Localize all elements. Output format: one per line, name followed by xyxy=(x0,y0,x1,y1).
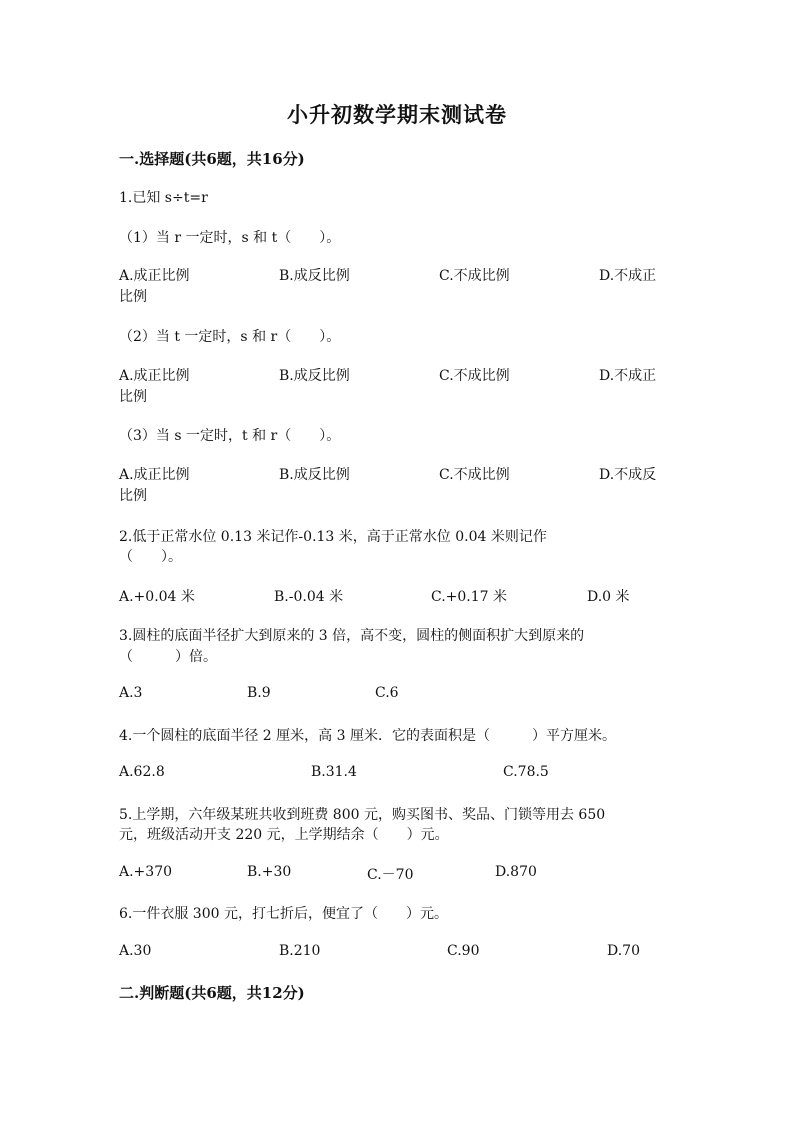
section-heading-choice: 一.选择题(共6题，共16分) xyxy=(119,150,305,168)
q1-sub2-option-a[interactable]: A.成正比例 xyxy=(119,368,190,384)
q2-option-a[interactable]: A.+0.04 米 xyxy=(119,589,195,605)
q1-sub3-option-d[interactable]: D.不成反 xyxy=(599,467,657,483)
q2-option-d[interactable]: D.0 米 xyxy=(587,589,630,605)
question-3-line-1: 3.圆柱的底面半径扩大到原来的 3 倍，高不变，圆柱的侧面积扩大到原来的 xyxy=(119,628,585,644)
q1-sub2-option-c[interactable]: C.不成比例 xyxy=(439,368,510,384)
q1-sub3-option-d-wrap: 比例 xyxy=(119,488,147,504)
question-2-line-2: （ ）。 xyxy=(119,549,182,565)
q1-sub2-option-d[interactable]: D.不成正 xyxy=(599,368,657,384)
question-3-line-2: （ ）倍。 xyxy=(119,649,217,665)
q1-sub3-option-a[interactable]: A.成正比例 xyxy=(119,467,190,483)
q1-sub3-option-c[interactable]: C.不成比例 xyxy=(439,467,510,483)
question-5-line-1: 5.上学期，六年级某班共收到班费 800 元，购买图书、奖品、门锁等用去 650 xyxy=(119,807,606,823)
q1-sub2-option-b[interactable]: B.成反比例 xyxy=(279,368,350,384)
q5-option-b[interactable]: B.+30 xyxy=(247,864,292,880)
question-1-sub-3: （3）当 s 一定时，t 和 r（ ）。 xyxy=(119,428,341,444)
question-5-line-2: 元，班级活动开支 220 元，上学期结余（ ）元。 xyxy=(119,827,449,843)
question-1-sub-1: （1）当 r 一定时，s 和 t（ ）。 xyxy=(119,230,341,246)
question-2-line-1: 2.低于正常水位 0.13 米记作-0.13 米，高于正常水位 0.04 米则记作 xyxy=(119,529,547,545)
q4-option-b[interactable]: B.31.4 xyxy=(311,764,357,780)
q2-option-b[interactable]: B.-0.04 米 xyxy=(274,589,344,605)
q4-option-c[interactable]: C.78.5 xyxy=(503,764,549,780)
q6-option-c[interactable]: C.90 xyxy=(447,943,480,959)
q3-option-c[interactable]: C.6 xyxy=(375,685,399,701)
q3-option-a[interactable]: A.3 xyxy=(119,685,143,701)
q1-sub1-option-d[interactable]: D.不成正 xyxy=(599,268,657,284)
q1-sub1-option-d-wrap: 比例 xyxy=(119,289,147,305)
question-6-line-1: 6.一件衣服 300 元，打七折后，便宜了（ ）元。 xyxy=(119,906,448,922)
q6-option-a[interactable]: A.30 xyxy=(119,943,152,959)
q3-option-b[interactable]: B.9 xyxy=(247,685,271,701)
page-title: 小升初数学期末测试卷 xyxy=(287,102,507,127)
section-heading-judgement: 二.判断题(共6题，共12分) xyxy=(119,984,305,1002)
q1-sub1-option-a[interactable]: A.成正比例 xyxy=(119,268,190,284)
q5-option-a[interactable]: A.+370 xyxy=(119,864,173,880)
q1-sub2-option-d-wrap: 比例 xyxy=(119,389,147,405)
question-4-line-1: 4.一个圆柱的底面半径 2 厘米，高 3 厘米．它的表面积是（ ）平方厘米。 xyxy=(119,728,616,744)
question-1-sub-2: （2）当 t 一定时，s 和 r（ ）。 xyxy=(119,329,341,345)
question-1-stem: 1.已知 s÷t=r xyxy=(119,190,208,206)
q4-option-a[interactable]: A.62.8 xyxy=(119,764,165,780)
q2-option-c[interactable]: C.+0.17 米 xyxy=(431,589,508,605)
q1-sub1-option-c[interactable]: C.不成比例 xyxy=(439,268,510,284)
q6-option-d[interactable]: D.70 xyxy=(607,943,640,959)
q1-sub3-option-b[interactable]: B.成反比例 xyxy=(279,467,350,483)
q5-option-d[interactable]: D.870 xyxy=(495,864,537,880)
q1-sub1-option-b[interactable]: B.成反比例 xyxy=(279,268,350,284)
q5-option-c[interactable]: C.－70 xyxy=(367,867,414,883)
q6-option-b[interactable]: B.210 xyxy=(279,943,321,959)
